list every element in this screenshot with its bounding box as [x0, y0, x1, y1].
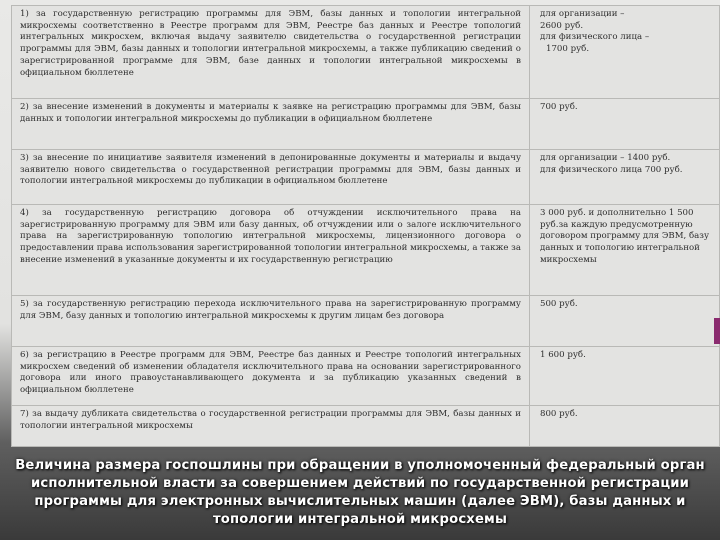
table-row: [12, 150, 720, 205]
slide-caption: Величина размера госпошлины при обращении в уполномоченный федеральный орган исполнительной власти за совершением действий по государственной регистрации программы для электронных вычислительных машин (далее ЭВМ), базы данных и топологии интегральной микросхемы: [15, 458, 705, 527]
fee-line: 2600 руб.: [540, 20, 584, 31]
fee-amount: [530, 150, 720, 205]
fee-line: 700 руб.: [540, 102, 578, 112]
action-description: 5) за государственную регистрацию перехода исключительного права на зарегистрированную программу для ЭВМ, базу данных и топологию интегральной микросхемы к другим лицам без договора: [12, 296, 530, 347]
table-row: [12, 296, 720, 347]
fee-amount: [530, 205, 720, 296]
fee-line: 500 руб.: [540, 299, 578, 309]
fee-line: для физического лица 700 руб.: [540, 164, 683, 175]
fee-line: 1700 руб.: [546, 44, 590, 55]
caption-bar: [0, 446, 720, 540]
action-description: 7) за выдачу дубликата свидетельства о государственной регистрации программы для ЭВМ, базы данных и топологии интегральной микросхемы: [12, 406, 530, 447]
fee-line: для физического лица –: [540, 32, 650, 43]
fee-line: для организации – 1400 руб.: [540, 153, 671, 163]
fee-amount: [530, 406, 720, 447]
action-description: 3) за внесение по инициативе заявителя изменений в депонированные документы и материалы и выдачу заявителю нового свидетельства о государственной регистрации программы для ЭВМ, базы данных и топологии интегральной микросхемы до публикации в официальном бюллетене: [12, 150, 530, 205]
table-row: [12, 205, 720, 296]
table-row: [12, 347, 720, 406]
table-row: [12, 6, 720, 99]
fee-amount: [530, 347, 720, 406]
table-row: [12, 99, 720, 150]
slide-edge-marker: [714, 318, 720, 344]
fee-amount: [530, 296, 720, 347]
action-description: 4) за государственную регистрацию договора об отчуждении исключительного права на зарегистрированную программу для ЭВМ или базу данных, об отчуждении или о залоге исключительного права на зарегистрированную топологию интегральной микросхемы, лицензионного договора о предоставлении права использования зарегистрированной топологии интегральной микросхемы, а также за внесение изменений в указанные документы и их государственную регистрацию: [12, 205, 530, 296]
action-description: 1) за государственную регистрацию программы для ЭВМ, базы данных и топологии интегральной микросхемы соответственно в Реестре программ для ЭВМ, Реестре баз данных и Реестре топологий интегральных микросхем, включая выдачу заявителю свидетельства о государственной регистрации программы для ЭВМ, базы данных и топологии интегральной микросхемы, а также публикацию сведений о зарегистрированной программе для ЭВМ, базе данных и топологии интегральной микросхемы в официальном бюллетене: [12, 6, 530, 99]
fee-line: 1 600 руб.: [540, 350, 586, 360]
fee-table: [11, 5, 720, 447]
table-row: [12, 406, 720, 447]
fee-line: 800 руб.: [540, 409, 578, 419]
action-description: 2) за внесение изменений в документы и материалы к заявке на регистрацию программы для ЭВМ, базы данных и топологии интегральной микросхемы до публикации в официальном бюллетене: [12, 99, 530, 150]
fee-line: для организации –: [540, 9, 625, 19]
fee-amount: [530, 6, 720, 99]
fee-line: 3 000 руб. и дополнительно 1 500 руб.за каждую предусмотренную договором программу для ЭВМ, базу данных и топологию интегральной микросхемы: [540, 208, 710, 265]
fee-amount: [530, 99, 720, 150]
action-description: 6) за регистрацию в Реестре программ для ЭВМ, Реестре баз данных и Реестре топологий интегральных микросхем сведений об изменении обладателя исключительного права на основании зарегистрированного договора или иного правоустанавливающего документа и за публикацию указанных сведений в официальном бюллетене: [12, 347, 530, 406]
